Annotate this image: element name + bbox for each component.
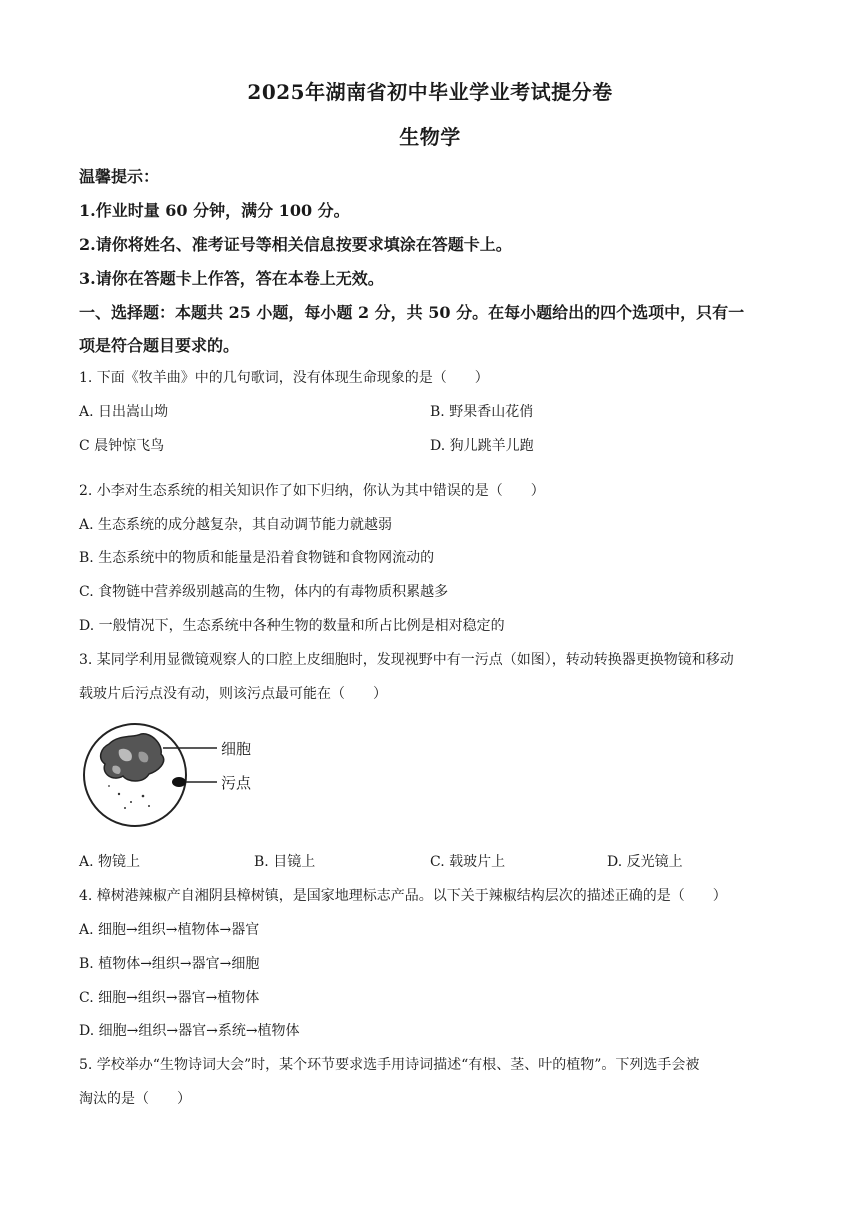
q3-option-d: D. 反光镜上 bbox=[607, 854, 683, 870]
q1-option-c: C 晨钟惊飞鸟 bbox=[79, 438, 165, 454]
question-3-stem: 3. 某同学利用显微镜观察人的口腔上皮细胞时，发现视野中有一污点（如图），转动转换器更换物镜和移动 bbox=[79, 652, 734, 668]
q4-option-c: C. 细胞→组织→器官→植物体 bbox=[79, 990, 260, 1006]
q4-option-d: D. 细胞→组织→器官→系统→植物体 bbox=[79, 1023, 300, 1039]
subject-title: 生物学 bbox=[399, 125, 461, 149]
section-heading-cont: 项是符合题目要求的。 bbox=[79, 336, 240, 355]
q4-option-b: B. 植物体→组织→器官→细胞 bbox=[79, 956, 260, 972]
section-heading: 一、选择题：本题共 25 小题，每小题 2 分，共 50 分。在每小题给出的四个选项中，只有一 bbox=[79, 303, 745, 322]
tip-item: 1.作业时量 60 分钟，满分 100 分。 bbox=[79, 201, 350, 220]
q1-option-b: B. 野果香山花俏 bbox=[430, 404, 534, 420]
question-5-stem: 5. 学校举办“生物诗词大会”时，某个环节要求选手用诗词描述“有根、茎、叶的植物”。下列选手会被 bbox=[79, 1057, 700, 1073]
tips-heading: 温馨提示： bbox=[79, 167, 160, 186]
q3-option-b: B. 目镜上 bbox=[254, 854, 316, 870]
q4-option-a: A. 细胞→组织→植物体→器官 bbox=[79, 922, 260, 938]
question-2-stem: 2. 小李对生态系统的相关知识作了如下归纳，你认为其中错误的是（ ） bbox=[79, 483, 545, 499]
exam-title: 2025年湖南省初中毕业学业考试提分卷 bbox=[247, 80, 613, 104]
tip-item: 3.请你在答题卡上作答，答在本卷上无效。 bbox=[79, 269, 384, 288]
question-1-stem: 1. 下面《牧羊曲》中的几句歌词，没有体现生命现象的是（ ） bbox=[79, 370, 489, 386]
tip-item: 2.请你将姓名、准考证号等相关信息按要求填涂在答题卡上。 bbox=[79, 235, 512, 254]
q2-option-c: C. 食物链中营养级别越高的生物，体内的有毒物质积累越多 bbox=[79, 584, 449, 600]
question-3-stem-cont: 载玻片后污点没有动，则该污点最可能在（ ） bbox=[79, 686, 387, 702]
q1-option-d: D. 狗儿跳羊儿跑 bbox=[430, 438, 534, 454]
q2-option-b: B. 生态系统中的物质和能量是沿着食物链和食物网流动的 bbox=[79, 550, 435, 566]
q2-option-a: A. 生态系统的成分越复杂，其自动调节能力就越弱 bbox=[79, 517, 393, 533]
cell-label: 细胞 bbox=[221, 740, 252, 758]
question-4-stem: 4. 樟树港辣椒产自湘阴县樟树镇，是国家地理标志产品。以下关于辣椒结构层次的描述正确的是（ ） bbox=[79, 888, 727, 904]
q1-option-a: A. 日出嵩山坳 bbox=[79, 404, 169, 420]
q3-option-c: C. 载玻片上 bbox=[430, 854, 506, 870]
question-5-stem-cont: 淘汰的是（ ） bbox=[79, 1091, 191, 1107]
stain-label: 污点 bbox=[221, 774, 252, 792]
q2-option-d: D. 一般情况下，生态系统中各种生物的数量和所占比例是相对稳定的 bbox=[79, 618, 505, 634]
microscope-field-figure bbox=[79, 722, 279, 832]
q3-option-a: A. 物镜上 bbox=[79, 854, 141, 870]
